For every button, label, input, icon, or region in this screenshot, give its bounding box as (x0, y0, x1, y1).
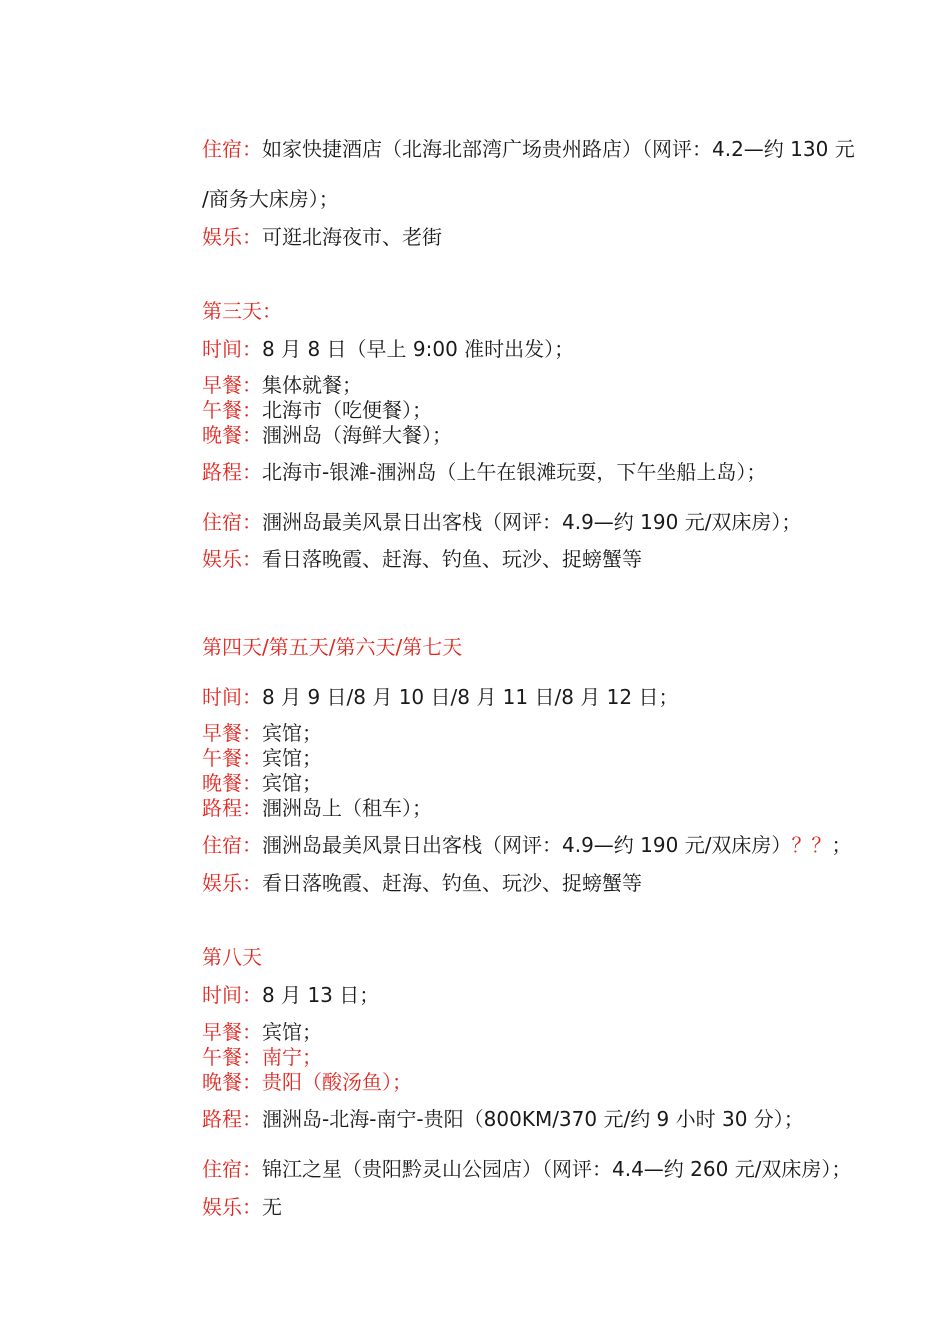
day8-time-line (202, 982, 379, 1008)
fun-text: 可逛北海夜市、老街 (262, 225, 442, 249)
lunch-label: 午餐： (202, 1045, 262, 1069)
lodging-end: ； (831, 833, 852, 857)
day3-lodging-line (202, 509, 801, 535)
time-text: 8 月 8 日（早上 9:00 准时出发）； (262, 337, 575, 361)
lunch-text: 南宁； (262, 1045, 322, 1069)
day3-route-line (202, 459, 766, 485)
route-label: 路程： (202, 796, 262, 820)
day4to7-fun-line (202, 870, 642, 896)
day8-dinner-line (202, 1069, 412, 1095)
day3-heading: 第三天： (202, 299, 282, 323)
time-label: 时间： (202, 337, 262, 361)
day3-dinner-line (202, 422, 452, 448)
day3-lunch-line (202, 397, 432, 423)
breakfast-text: 宾馆； (262, 1020, 322, 1044)
day3-breakfast-line (202, 372, 362, 398)
lunch-text: 宾馆； (262, 746, 322, 770)
fun-label: 娱乐： (202, 871, 262, 895)
question-marks: ？？ (791, 833, 832, 857)
day8-lodging-line (202, 1156, 851, 1182)
fun-label: 娱乐： (202, 547, 262, 571)
day3-fun-line (202, 546, 642, 572)
lodging-label: 住宿： (202, 510, 262, 534)
time-text: 8 月 9 日/8 月 10 日/8 月 11 日/8 月 12 日； (262, 685, 679, 709)
day4to7-breakfast-line (202, 720, 322, 746)
route-text: 北海市-银滩-涠洲岛（上午在银滩玩耍，下午坐船上岛）； (262, 460, 767, 484)
dinner-label: 晚餐： (202, 771, 262, 795)
lodging-label: 住宿： (202, 1157, 262, 1181)
lodging-text: 如家快捷酒店（北海北部湾广场贵州路店）（网评：4.2—约 130 元 (262, 137, 855, 161)
day8-breakfast-line (202, 1019, 322, 1045)
fun-text: 无 (262, 1195, 282, 1219)
dinner-label: 晚餐： (202, 1070, 262, 1094)
day4to7-heading: 第四天/第五天/第六天/第七天 (202, 635, 463, 659)
day2-lodging-cont-line (202, 186, 339, 212)
route-label: 路程： (202, 460, 262, 484)
day4to7-dinner-line (202, 770, 322, 796)
time-text: 8 月 13 日； (262, 983, 380, 1007)
lodging-label: 住宿： (202, 137, 262, 161)
dinner-text: 宾馆； (262, 771, 322, 795)
day4to7-lodging-line (202, 832, 851, 858)
fun-label: 娱乐： (202, 1195, 262, 1219)
fun-text: 看日落晚霞、赶海、钓鱼、玩沙、捉螃蟹等 (262, 871, 642, 895)
dinner-text: 涠洲岛（海鲜大餐）； (262, 423, 452, 447)
route-label: 路程： (202, 1107, 262, 1131)
day2-fun-line (202, 224, 442, 250)
time-label: 时间： (202, 685, 262, 709)
breakfast-label: 早餐： (202, 1020, 262, 1044)
breakfast-text: 集体就餐； (262, 373, 362, 397)
lunch-label: 午餐： (202, 398, 262, 422)
day3-time-line (202, 336, 574, 362)
breakfast-text: 宾馆； (262, 721, 322, 745)
breakfast-label: 早餐： (202, 721, 262, 745)
dinner-text: 贵阳（酸汤鱼）； (262, 1070, 412, 1094)
lunch-label: 午餐： (202, 746, 262, 770)
day8-lunch-line (202, 1044, 322, 1070)
lodging-label: 住宿： (202, 833, 262, 857)
breakfast-label: 早餐： (202, 373, 262, 397)
day8-route-line (202, 1106, 804, 1132)
fun-text: 看日落晚霞、赶海、钓鱼、玩沙、捉螃蟹等 (262, 547, 642, 571)
route-text: 涠洲岛-北海-南宁-贵阳（800KM/370 元/约 9 小时 30 分）； (262, 1107, 804, 1131)
lodging-text: 锦江之星（贵阳黔灵山公园店）（网评：4.4—约 260 元/双床房）； (262, 1157, 852, 1181)
day8-fun-line (202, 1194, 282, 1220)
dinner-label: 晚餐： (202, 423, 262, 447)
day4to7-time-line (202, 684, 678, 710)
lodging-text: 涠洲岛最美风景日出客栈（网评：4.9—约 190 元/双床房） (262, 833, 792, 857)
lodging-text-cont: /商务大床房）； (202, 187, 339, 211)
day2-lodging-line (202, 136, 855, 162)
lunch-text: 北海市（吃便餐）； (262, 398, 432, 422)
day8-heading: 第八天 (202, 945, 262, 969)
fun-label: 娱乐： (202, 225, 262, 249)
day4to7-route-line (202, 795, 432, 821)
route-text: 涠洲岛上（租车）； (262, 796, 432, 820)
lodging-text: 涠洲岛最美风景日出客栈（网评：4.9—约 190 元/双床房）； (262, 510, 802, 534)
day4to7-lunch-line (202, 745, 322, 771)
time-label: 时间： (202, 983, 262, 1007)
